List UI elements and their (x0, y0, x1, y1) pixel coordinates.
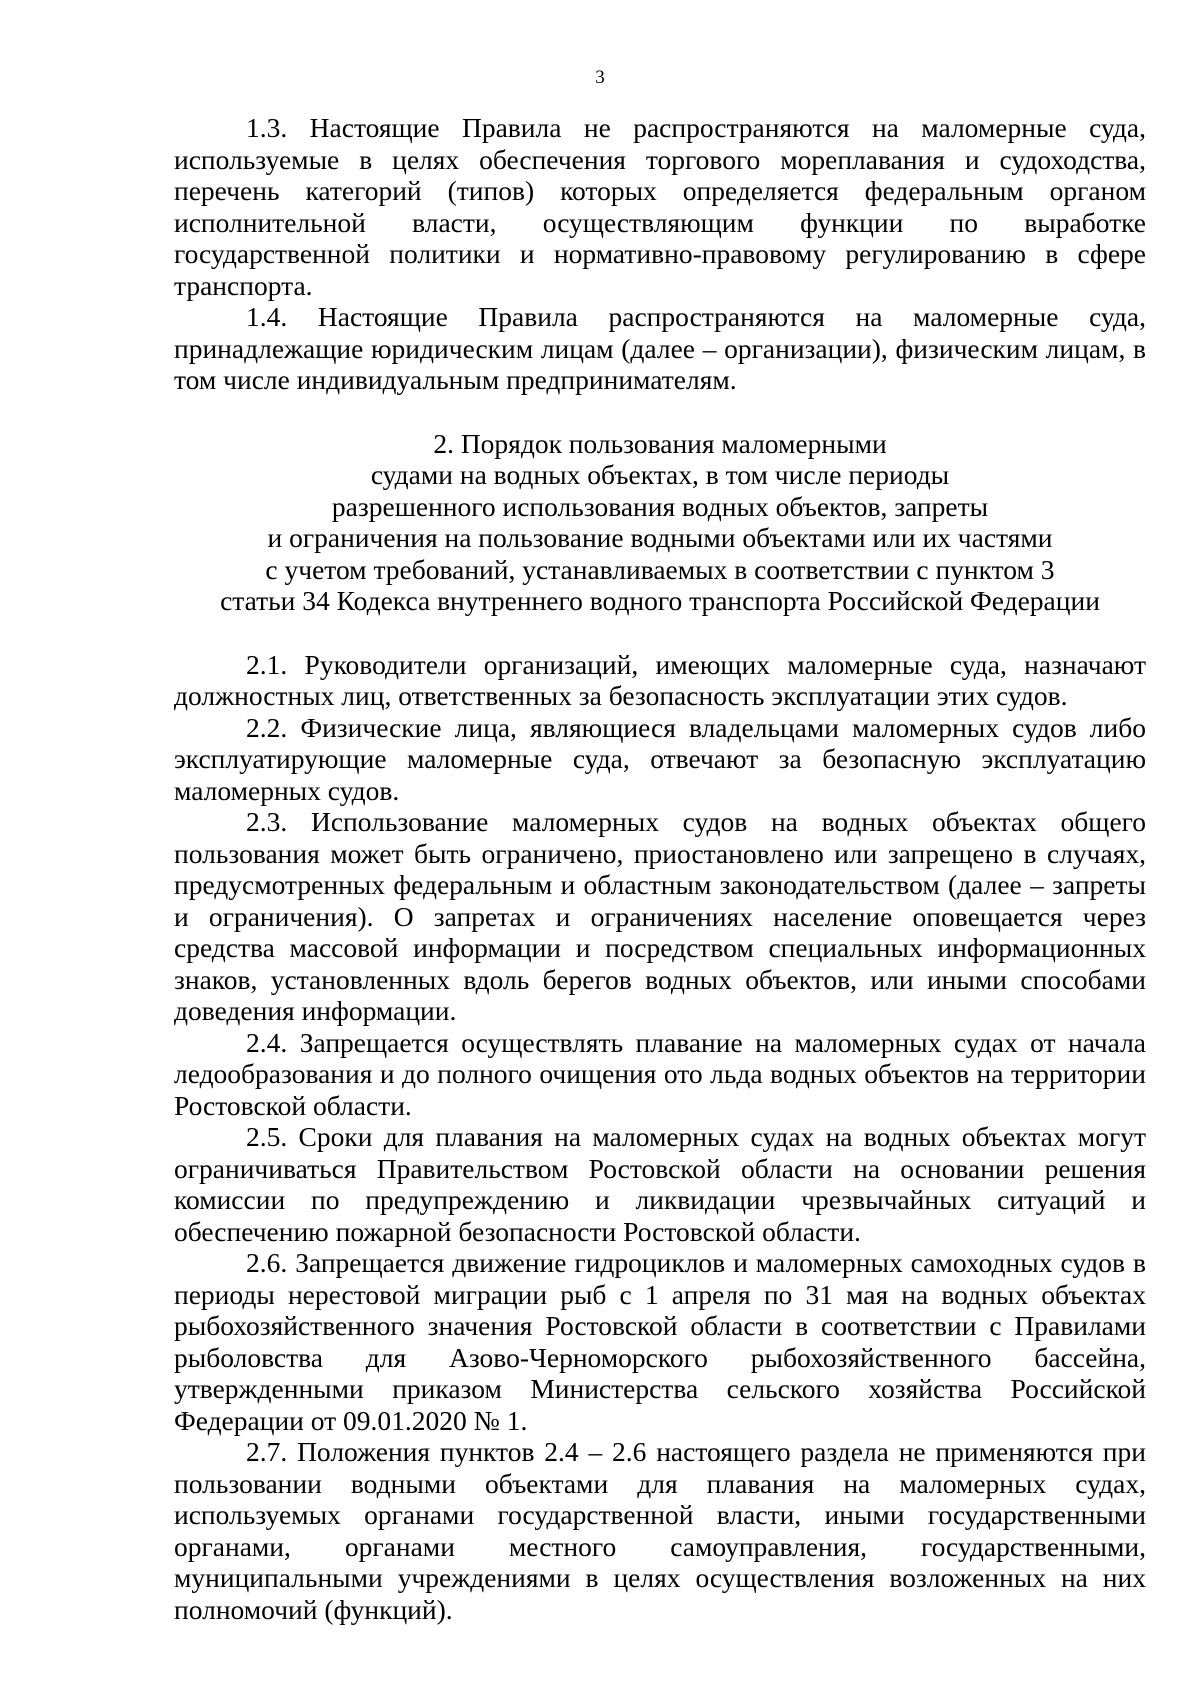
section-2-heading (174, 428, 1146, 617)
paragraph-2-7: 2.7. Положения пунктов 2.4 – 2.6 настоящего раздела не применяются при пользовании водными объектами для плавания на маломерных судах, используемых органами государственной власти, иными государственными органами, органами местного самоуправления, государственными, муниципальными учреждениями в целях осуществления возложенных на них полномочий (функций). (174, 1436, 1146, 1625)
paragraph-1-3: 1.3. Настоящие Правила не распространяются на маломерные суда, используемые в целях обеспечения торгового мореплавания и судоходства, перечень категорий (типов) которых определяется федеральным органом исполнительной власти, осуществляющим функции по выработке государственной политики и нормативно-правовому регулированию в сфере транспорта. (174, 112, 1146, 301)
paragraph-2-5: 2.5. Сроки для плавания на маломерных судах на водных объектах могут ограничиваться Правительством Ростовской области на основании решения комиссии по предупреждению и ликвидации чрезвычайных ситуаций и обеспечению пожарной безопасности Ростовской области. (174, 1121, 1146, 1247)
paragraph-1-4: 1.4. Настоящие Правила распространяются на маломерные суда, принадлежащие юридическим лицам (далее – организации), физическим лицам, в том числе индивидуальным предпринимателям. (174, 301, 1146, 395)
heading-line: судами на водных объектах, в том числе периоды (370, 459, 950, 490)
paragraph-2-1: 2.1. Руководители организаций, имеющих маломерные суда, назначают должностных лиц, ответственных за безопасность эксплуатации этих судов. (174, 648, 1146, 711)
heading-line: разрешенного использования водных объектов, запреты (331, 490, 989, 522)
heading-line: статьи 34 Кодекса внутреннего водного транспорта Российской Федерации (220, 585, 1100, 616)
spacer (174, 396, 1146, 428)
page-number: 3 (595, 67, 605, 88)
document-body (174, 112, 1146, 1625)
spacer (174, 617, 1146, 649)
heading-line: и ограничения на пользование водными объектами или их частями (267, 522, 1053, 553)
heading-line: с учетом требований, устанавливаемых в соответствии с пунктом 3 (265, 553, 1055, 585)
paragraph-2-2: 2.2. Физические лица, являющиеся владельцами маломерных судов либо эксплуатирующие маломерные суда, отвечают за безопасную эксплуатацию маломерных судов. (174, 711, 1146, 806)
heading-line: 2. Порядок пользования маломерными (433, 427, 887, 459)
paragraph-2-4: 2.4. Запрещается осуществлять плавание на маломерных судах от начала ледообразования и до полного очищения ото льда водных объектов на территории Ростовской области. (174, 1026, 1146, 1121)
paragraph-2-3: 2.3. Использование маломерных судов на водных объектах общего пользования может быть ограничено, приостановлено или запрещено в случаях, предусмотренных федеральным и областным законодательством (далее – запреты и ограничения). О запретах и ограничениях население оповещается через средства массовой информации и посредством специальных информационных знаков, установленных вдоль берегов водных объектов, или иными способами доведения информации. (174, 806, 1146, 1026)
paragraph-2-6: 2.6. Запрещается движение гидроциклов и маломерных самоходных судов в периоды нерестовой миграции рыб с 1 апреля по 31 мая на водных объектах рыбохозяйственного значения Ростовской области в соответствии с Правилами рыболовства для Азово-Черноморского рыбохозяйственного бассейна, утвержденными приказом Министерства сельского хозяйства Российской Федерации от 09.01.2020 № 1. (174, 1247, 1146, 1436)
